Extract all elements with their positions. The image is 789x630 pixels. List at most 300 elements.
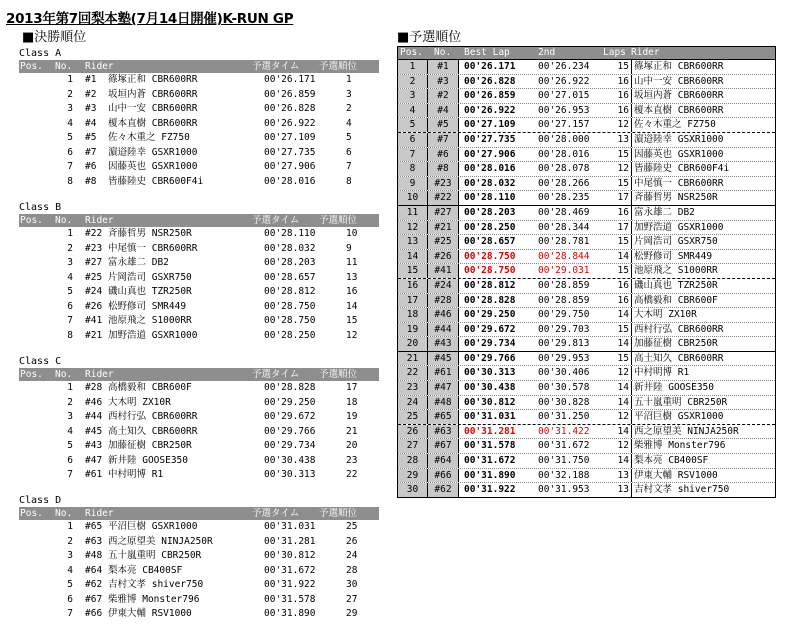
rider-cell: 富永雄二 DB2 — [631, 206, 695, 220]
no-cell: #41 — [428, 264, 459, 278]
pos-cell: 3 — [67, 103, 73, 114]
no-cell: #63 — [85, 535, 103, 547]
table-row — [19, 271, 379, 286]
qualifying-time-cell: 00'31.922 — [264, 579, 316, 590]
laps-cell: 16 — [617, 90, 629, 102]
class-label: Class A — [19, 48, 62, 59]
class-label: Class C — [19, 356, 62, 367]
second-lap-cell: 00'28.078 — [538, 163, 590, 175]
table-row — [19, 329, 379, 344]
qualifying-rank-cell: 15 — [346, 315, 358, 326]
header-pos: Pos. — [20, 508, 43, 519]
qualifying-rank-cell: 12 — [346, 329, 358, 341]
pos-cell: 2 — [67, 242, 73, 254]
header-second: 2nd — [538, 47, 556, 58]
rider-cell: 坂垣内蒼 CBR600RR — [631, 89, 723, 103]
table-row — [19, 300, 379, 315]
table-row — [19, 117, 379, 132]
pos-cell: 8 — [67, 329, 73, 341]
no-cell: #43 — [85, 440, 103, 451]
pos-cell: 3 — [67, 550, 73, 561]
table-row — [398, 307, 775, 322]
best-lap-cell: 00'29.250 — [464, 309, 516, 321]
best-lap-cell: 00'30.812 — [464, 396, 516, 408]
header-no: No. — [55, 61, 73, 72]
rider-cell: 大木明 ZX10R — [631, 308, 697, 322]
table-row — [398, 365, 775, 380]
finals-header-row — [19, 214, 379, 227]
header-best-lap: Best Lap — [464, 47, 510, 58]
rider-cell: 西村行弘 CBR600RR — [631, 323, 723, 337]
best-lap-cell: 00'28.110 — [464, 192, 516, 204]
header-qtime: 予選タイム — [252, 215, 300, 226]
no-cell: #22 — [428, 191, 459, 205]
rider-cell: 篠塚正和 CBR600RR — [631, 60, 723, 74]
no-cell: #67 — [428, 439, 459, 453]
best-lap-cell: 00'26.859 — [464, 90, 516, 102]
pos-cell: 4 — [67, 271, 73, 283]
rider-cell: 因藤英也 GSXR1000 — [631, 148, 723, 162]
table-row — [19, 564, 379, 579]
laps-cell: 12 — [617, 367, 629, 379]
qualifying-time-cell: 00'29.734 — [264, 440, 316, 451]
no-cell: #27 — [428, 206, 459, 220]
finals-class-table — [19, 60, 379, 189]
table-row — [398, 482, 775, 497]
rider-cell: 篠塚正和 CBR600RR — [108, 74, 198, 85]
no-cell: #24 — [85, 286, 103, 297]
table-row — [19, 227, 379, 242]
pos-cell: 1 — [398, 60, 428, 74]
table-row — [19, 607, 379, 622]
pos-cell: 29 — [398, 469, 428, 483]
qualifying-rank-cell: 11 — [346, 257, 358, 268]
pos-cell: 13 — [398, 235, 428, 249]
qualifying-time-cell: 00'31.578 — [264, 593, 316, 605]
table-row — [19, 102, 379, 117]
qualifying-rank-cell: 27 — [346, 593, 358, 605]
rider-cell: 五十嵐重明 CBR250R — [108, 550, 202, 561]
no-cell: #62 — [428, 483, 459, 497]
no-cell: #23 — [428, 177, 459, 191]
rider-cell: 高土知久 CBR600RR — [108, 425, 198, 437]
laps-cell: 15 — [617, 352, 629, 364]
no-cell: #45 — [428, 352, 459, 366]
no-cell: #61 — [428, 366, 459, 380]
no-cell: #65 — [85, 521, 103, 532]
best-lap-cell: 00'28.016 — [464, 163, 516, 175]
rider-cell: 吉村文孝 shiver750 — [631, 483, 729, 497]
no-cell: #5 — [428, 118, 459, 132]
rider-cell: 片岡浩司 GSXR750 — [108, 271, 192, 283]
second-lap-cell: 00'28.344 — [538, 221, 590, 233]
qualifying-time-cell: 00'27.906 — [264, 161, 316, 172]
pos-cell: 26 — [398, 425, 428, 439]
pos-cell: 20 — [398, 337, 428, 351]
qualifying-time-cell: 00'26.922 — [264, 117, 316, 129]
no-cell: #48 — [428, 396, 459, 410]
header-qrank: 予選順位 — [319, 61, 358, 72]
table-row — [19, 425, 379, 440]
table-row — [19, 256, 379, 271]
qualifying-time-cell: 00'26.171 — [264, 74, 316, 85]
no-cell: #1 — [85, 74, 97, 85]
laps-cell: 17 — [617, 192, 629, 204]
rider-cell: 加野浩道 GSXR1000 — [108, 329, 198, 341]
rider-cell: 西之原望美 NINJA250R — [631, 425, 739, 439]
rider-cell: 中村明博 R1 — [108, 469, 164, 480]
no-cell: #28 — [428, 294, 459, 308]
qualifying-time-cell: 00'28.750 — [264, 300, 316, 312]
second-lap-cell: 00'31.672 — [538, 440, 590, 452]
laps-cell: 15 — [617, 148, 629, 160]
rider-cell: 伊東大輔 RSV1000 — [108, 608, 192, 619]
qualifying-rank-cell: 21 — [346, 425, 358, 437]
qualifying-rank-cell: 23 — [346, 454, 358, 466]
no-cell: #66 — [428, 469, 459, 483]
rider-cell: 新井陸 GOOSE350 — [108, 454, 188, 466]
qualifying-time-cell: 00'26.859 — [264, 88, 316, 100]
best-lap-cell: 00'31.890 — [464, 469, 516, 481]
qualifying-rank-cell: 19 — [346, 411, 358, 422]
rider-cell: 山中一安 CBR600RR — [108, 103, 198, 114]
header-rider: Rider — [85, 61, 114, 72]
second-lap-cell: 00'28.000 — [538, 133, 590, 145]
second-lap-cell: 00'28.844 — [538, 250, 590, 262]
qualifying-rank-cell: 9 — [346, 242, 352, 254]
no-cell: #46 — [85, 396, 103, 408]
pos-cell: 6 — [398, 133, 428, 147]
pos-cell: 1 — [67, 228, 73, 239]
second-lap-cell: 00'29.703 — [538, 323, 590, 335]
second-lap-cell: 00'30.406 — [538, 367, 590, 379]
qualifying-group — [398, 351, 775, 424]
rider-cell: 中尾慎一 CBR600RR — [108, 242, 198, 254]
header-no: No. — [55, 369, 73, 380]
table-row — [19, 73, 379, 88]
header-pos: Pos. — [20, 215, 43, 226]
best-lap-cell: 00'27.906 — [464, 148, 516, 160]
finals-class-table — [19, 507, 379, 622]
rider-cell: 新井陸 GOOSE350 — [631, 381, 714, 395]
table-row — [398, 117, 775, 132]
pos-cell: 1 — [67, 382, 73, 393]
best-lap-cell: 00'26.828 — [464, 75, 516, 87]
table-row — [398, 468, 775, 483]
qualifying-rank-cell: 29 — [346, 608, 358, 619]
rider-cell: 佐々木重之 FZ750 — [631, 118, 716, 132]
rider-cell: 片岡浩司 GSXR750 — [631, 235, 718, 249]
qualifying-group — [398, 424, 775, 497]
qualifying-rank-cell: 1 — [346, 74, 352, 85]
pos-cell: 9 — [398, 177, 428, 191]
header-rider: Rider — [85, 508, 114, 519]
pos-cell: 5 — [67, 440, 73, 451]
finals-class-table — [19, 368, 379, 483]
table-row — [398, 409, 775, 424]
qualifying-group — [398, 278, 775, 351]
rider-cell: 五十嵐重明 CBR250R — [631, 396, 727, 410]
rider-cell: 中尾慎一 CBR600RR — [631, 177, 723, 191]
table-row — [19, 285, 379, 300]
table-row — [398, 380, 775, 395]
rider-cell: 松野修司 SMR449 — [631, 250, 712, 264]
no-cell: #2 — [428, 89, 459, 103]
best-lap-cell: 00'28.828 — [464, 294, 516, 306]
no-cell: #28 — [85, 382, 103, 393]
laps-cell: 12 — [617, 119, 629, 131]
qualifying-body — [398, 59, 775, 497]
pos-cell: 12 — [398, 221, 428, 235]
laps-cell: 15 — [617, 236, 629, 248]
qualifying-time-cell: 00'28.828 — [264, 382, 316, 393]
rider-cell: 加藤征樹 CBR250R — [631, 337, 718, 351]
qualifying-rank-cell: 24 — [346, 550, 358, 561]
class-label: Class B — [19, 202, 62, 213]
best-lap-cell: 00'29.766 — [464, 352, 516, 364]
header-qrank: 予選順位 — [319, 369, 358, 380]
second-lap-cell: 00'31.750 — [538, 455, 590, 467]
pos-cell: 5 — [67, 286, 73, 297]
table-row — [398, 161, 775, 176]
pos-cell: 7 — [67, 608, 73, 619]
header-qtime: 予選タイム — [252, 508, 300, 519]
second-lap-cell: 00'27.157 — [538, 119, 590, 131]
pos-cell: 4 — [67, 117, 73, 129]
best-lap-cell: 00'31.281 — [464, 425, 516, 437]
pos-cell: 2 — [67, 535, 73, 547]
second-lap-cell: 00'30.578 — [538, 382, 590, 394]
pos-cell: 6 — [67, 593, 73, 605]
table-row — [398, 293, 775, 308]
finals-header-row — [19, 368, 379, 381]
qualifying-time-cell: 00'27.735 — [264, 146, 316, 158]
header-qrank: 予選順位 — [319, 215, 358, 226]
laps-cell: 13 — [617, 484, 629, 496]
rider-cell: 梨本亮 CB400SF — [108, 564, 183, 576]
pos-cell: 3 — [67, 411, 73, 422]
no-cell: #25 — [85, 271, 103, 283]
qualifying-rank-cell: 16 — [346, 286, 358, 297]
table-row — [398, 103, 775, 118]
pos-cell: 22 — [398, 366, 428, 380]
header-no: No. — [55, 508, 73, 519]
header-no: No. — [55, 215, 73, 226]
no-cell: #44 — [428, 323, 459, 337]
rider-cell: 皆藤陸史 CBR600F4i — [108, 175, 204, 187]
table-row — [19, 88, 379, 103]
table-row — [19, 549, 379, 564]
no-cell: #43 — [428, 337, 459, 351]
pos-cell: 2 — [398, 75, 428, 89]
no-cell: #64 — [85, 564, 103, 576]
qualifying-section-title: ■予選順位 — [397, 30, 462, 45]
rider-cell: 加野浩道 GSXR1000 — [631, 221, 723, 235]
pos-cell: 8 — [67, 175, 73, 187]
header-rider: Rider — [85, 369, 114, 380]
no-cell: #63 — [428, 425, 459, 439]
table-row — [398, 133, 775, 147]
qualifying-rank-cell: 22 — [346, 469, 358, 480]
laps-cell: 14 — [617, 425, 629, 437]
second-lap-cell: 00'29.813 — [538, 338, 590, 350]
finals-header-row — [19, 507, 379, 520]
qualifying-time-cell: 00'30.438 — [264, 454, 316, 466]
laps-cell: 13 — [617, 469, 629, 481]
pos-cell: 8 — [398, 162, 428, 176]
laps-cell: 14 — [617, 338, 629, 350]
qualifying-time-cell: 00'28.750 — [264, 315, 316, 326]
no-cell: #65 — [428, 410, 459, 424]
qualifying-rank-cell: 7 — [346, 161, 352, 172]
best-lap-cell: 00'29.734 — [464, 338, 516, 350]
pos-cell: 7 — [67, 469, 73, 480]
laps-cell: 14 — [617, 396, 629, 408]
table-row — [398, 206, 775, 220]
table-row — [19, 593, 379, 608]
no-cell: #1 — [428, 60, 459, 74]
pos-cell: 5 — [398, 118, 428, 132]
page-title: 2013年第7回梨本塾(7月14日開催)K-RUN GP — [6, 11, 294, 27]
rider-cell: 榎本直樹 CBR600RR — [108, 117, 198, 129]
qualifying-time-cell: 00'31.890 — [264, 608, 316, 619]
pos-cell: 27 — [398, 439, 428, 453]
header-rider: Rider — [85, 215, 114, 226]
laps-cell: 13 — [617, 133, 629, 145]
pos-cell: 6 — [67, 146, 73, 158]
qualifying-time-cell: 00'29.672 — [264, 411, 316, 422]
laps-cell: 15 — [617, 61, 629, 72]
best-lap-cell: 00'28.032 — [464, 177, 516, 189]
best-lap-cell: 00'27.735 — [464, 133, 516, 145]
laps-cell: 15 — [617, 323, 629, 335]
qualifying-rank-cell: 20 — [346, 440, 358, 451]
no-cell: #4 — [85, 117, 97, 129]
qualifying-time-cell: 00'28.016 — [264, 175, 316, 187]
table-row — [19, 175, 379, 190]
no-cell: #21 — [428, 221, 459, 235]
second-lap-cell: 00'28.859 — [538, 294, 590, 306]
no-cell: #6 — [85, 161, 97, 172]
best-lap-cell: 00'30.438 — [464, 382, 516, 394]
table-row — [19, 454, 379, 469]
best-lap-cell: 00'26.171 — [464, 61, 516, 72]
pos-cell: 16 — [398, 279, 428, 293]
qualifying-time-cell: 00'29.250 — [264, 396, 316, 408]
table-row — [398, 190, 775, 205]
pos-cell: 4 — [67, 564, 73, 576]
qualifying-rank-cell: 14 — [346, 300, 358, 312]
table-row — [398, 336, 775, 351]
no-cell: #6 — [428, 148, 459, 162]
rider-cell: 池原飛之 S1000RR — [108, 315, 192, 326]
table-row — [398, 147, 775, 162]
second-lap-cell: 00'29.953 — [538, 352, 590, 364]
pos-cell: 3 — [67, 257, 73, 268]
second-lap-cell: 00'29.750 — [538, 309, 590, 321]
qualifying-time-cell: 00'31.672 — [264, 564, 316, 576]
laps-cell: 16 — [617, 294, 629, 306]
rider-cell: 榎本直樹 CBR600RR — [631, 104, 723, 118]
best-lap-cell: 00'28.250 — [464, 221, 516, 233]
table-row — [398, 234, 775, 249]
no-cell: #3 — [85, 103, 97, 114]
rider-cell: 平沼巨樹 GSXR1000 — [631, 410, 723, 424]
rider-cell: 池原飛之 S1000RR — [631, 264, 718, 278]
table-row — [19, 410, 379, 425]
second-lap-cell: 00'31.953 — [538, 484, 590, 496]
second-lap-cell: 00'28.266 — [538, 177, 590, 189]
no-cell: #62 — [85, 579, 103, 590]
rider-cell: 濵逧陸幸 GSXR1000 — [631, 133, 723, 147]
best-lap-cell: 00'28.203 — [464, 206, 516, 218]
pos-cell: 2 — [67, 88, 73, 100]
second-lap-cell: 00'28.781 — [538, 236, 590, 248]
table-row — [19, 468, 379, 483]
rider-cell: 高橋毅和 CBR600F — [631, 294, 718, 308]
qualifying-rank-cell: 17 — [346, 382, 358, 393]
laps-cell: 12 — [617, 411, 629, 423]
qualifying-rank-cell: 6 — [346, 146, 352, 158]
laps-cell: 14 — [617, 382, 629, 394]
no-cell: #22 — [85, 228, 103, 239]
best-lap-cell: 00'28.657 — [464, 236, 516, 248]
no-cell: #48 — [85, 550, 103, 561]
rider-cell: 松野修司 SMR449 — [108, 300, 187, 312]
qualifying-rank-cell: 30 — [346, 579, 358, 590]
pos-cell: 10 — [398, 191, 428, 205]
pos-cell: 7 — [398, 148, 428, 162]
table-row — [19, 131, 379, 146]
table-row — [19, 381, 379, 396]
table-row — [398, 88, 775, 103]
qualifying-rank-cell: 8 — [346, 175, 352, 187]
no-cell: #4 — [428, 104, 459, 118]
finals-section-title: ■決勝順位 — [22, 30, 87, 45]
rider-cell: 加藤征樹 CBR250R — [108, 440, 192, 451]
no-cell: #67 — [85, 593, 103, 605]
rider-cell: 皆藤陸史 CBR600F4i — [631, 162, 729, 176]
second-lap-cell: 00'28.469 — [538, 206, 590, 218]
table-row — [19, 396, 379, 411]
pos-cell: 7 — [67, 161, 73, 172]
best-lap-cell: 00'30.313 — [464, 367, 516, 379]
header-qtime: 予選タイム — [252, 369, 300, 380]
pos-cell: 6 — [67, 300, 73, 312]
rider-cell: 高土知久 CBR600RR — [631, 352, 723, 366]
table-row — [19, 314, 379, 329]
rider-cell: 柴雅博 Monster796 — [108, 593, 200, 605]
second-lap-cell: 00'30.828 — [538, 396, 590, 408]
table-row — [398, 220, 775, 235]
rider-cell: 高橋毅和 CBR600F — [108, 382, 192, 393]
table-row — [19, 242, 379, 257]
qualifying-time-cell: 00'29.766 — [264, 425, 316, 437]
best-lap-cell: 00'28.750 — [464, 250, 516, 262]
qualifying-table — [397, 46, 776, 498]
second-lap-cell: 00'26.234 — [538, 61, 590, 72]
table-row — [398, 453, 775, 468]
qualifying-time-cell: 00'28.032 — [264, 242, 316, 254]
no-cell: #66 — [85, 608, 103, 619]
qualifying-rank-cell: 26 — [346, 535, 358, 547]
pos-cell: 6 — [67, 454, 73, 466]
qualifying-rank-cell: 28 — [346, 564, 358, 576]
pos-cell: 5 — [67, 579, 73, 590]
qualifying-time-cell: 00'28.657 — [264, 271, 316, 283]
pos-cell: 17 — [398, 294, 428, 308]
no-cell: #23 — [85, 242, 103, 254]
